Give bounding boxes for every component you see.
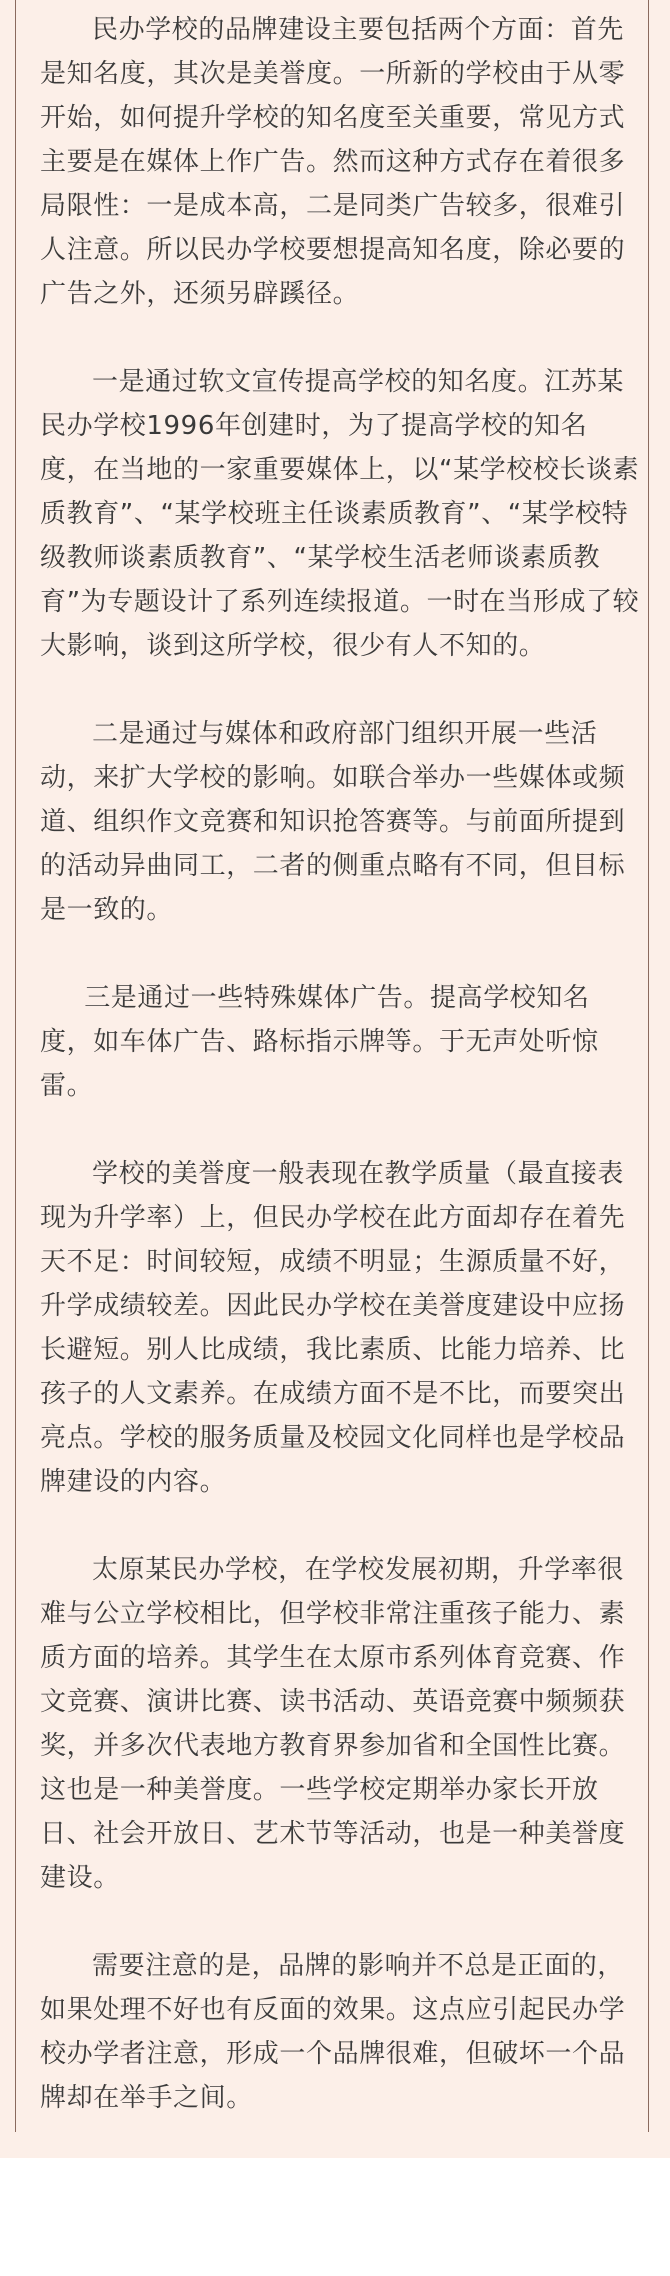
paragraph-special-ads: 三是通过一些特殊媒体广告。提高学校知名度，如车体广告、路标指示牌等。于无声处听惊雷。 xyxy=(40,983,599,1101)
right-border-line xyxy=(648,0,649,2132)
paragraph-media-activities: 二是通过与媒体和政府部门组织开展一些活动，来扩大学校的影响。如联合举办一些媒体或频道、组织作文竞赛和知识抢答赛等。与前面所提到的活动异曲同工，二者的侧重点略有不同，但目标是一致的。 xyxy=(40,719,626,925)
paragraph-caution: 需要注意的是，品牌的影响并不总是正面的，如果处理不好也有反面的效果。这点应引起民办学校办学者注意，形成一个品牌很难，但破坏一个品牌却在举手之间。 xyxy=(40,1951,626,2113)
paragraph-soft-article: 一是通过软文宣传提高学校的知名度。江苏某民办学校1996年创建时，为了提高学校的知名度，在当地的一家重要媒体上，以“某学校校长谈素质教育”、“某学校班主任谈素质教育”、“某学校特级教师谈素质教育”、“某学校生活老师谈素质教育”为专题设计了系列连续报道。一时在当形成了较大影响，谈到这所学校，很少有人不知的。 xyxy=(40,367,640,661)
paragraph-taiyuan-example: 太原某民办学校，在学校发展初期，升学率很难与公立学校相比，但学校非常注重孩子能力、素质方面的培养。其学生在太原市系列体育竞赛、作文竞赛、演讲比赛、读书活动、英语竞赛中频频获奖，并多次代表地方教育界参加省和全国性比赛。这也是一种美誉度。一些学校定期举办家长开放日、社会开放日、艺术节等活动，也是一种美誉度建设。 xyxy=(40,1555,626,1893)
paragraph-reputation: 学校的美誉度一般表现在教学质量（最直接表现为升学率）上，但民办学校在此方面却存在着先天不足：时间较短，成绩不明显；生源质量不好，升学成绩较差。因此民办学校在美誉度建设中应扬长避短。别人比成绩，我比素质、比能力培养、比孩子的人文素养。在成绩方面不是不比，而要突出亮点。学校的服务质量及校园文化同样也是学校品牌建设的内容。 xyxy=(40,1159,626,1497)
paragraph-intro: 民办学校的品牌建设主要包括两个方面：首先是知名度，其次是美誉度。一所新的学校由于从零开始，如何提升学校的知名度至关重要，常见方式主要是在媒体上作广告。然而这种方式存在着很多局限性：一是成本高，二是同类广告较多，很难引人注意。所以民办学校要想提高知名度，除必要的广告之外，还须另辟蹊径。 xyxy=(40,15,626,309)
left-border-line xyxy=(15,0,16,2132)
article-body xyxy=(40,8,640,2164)
